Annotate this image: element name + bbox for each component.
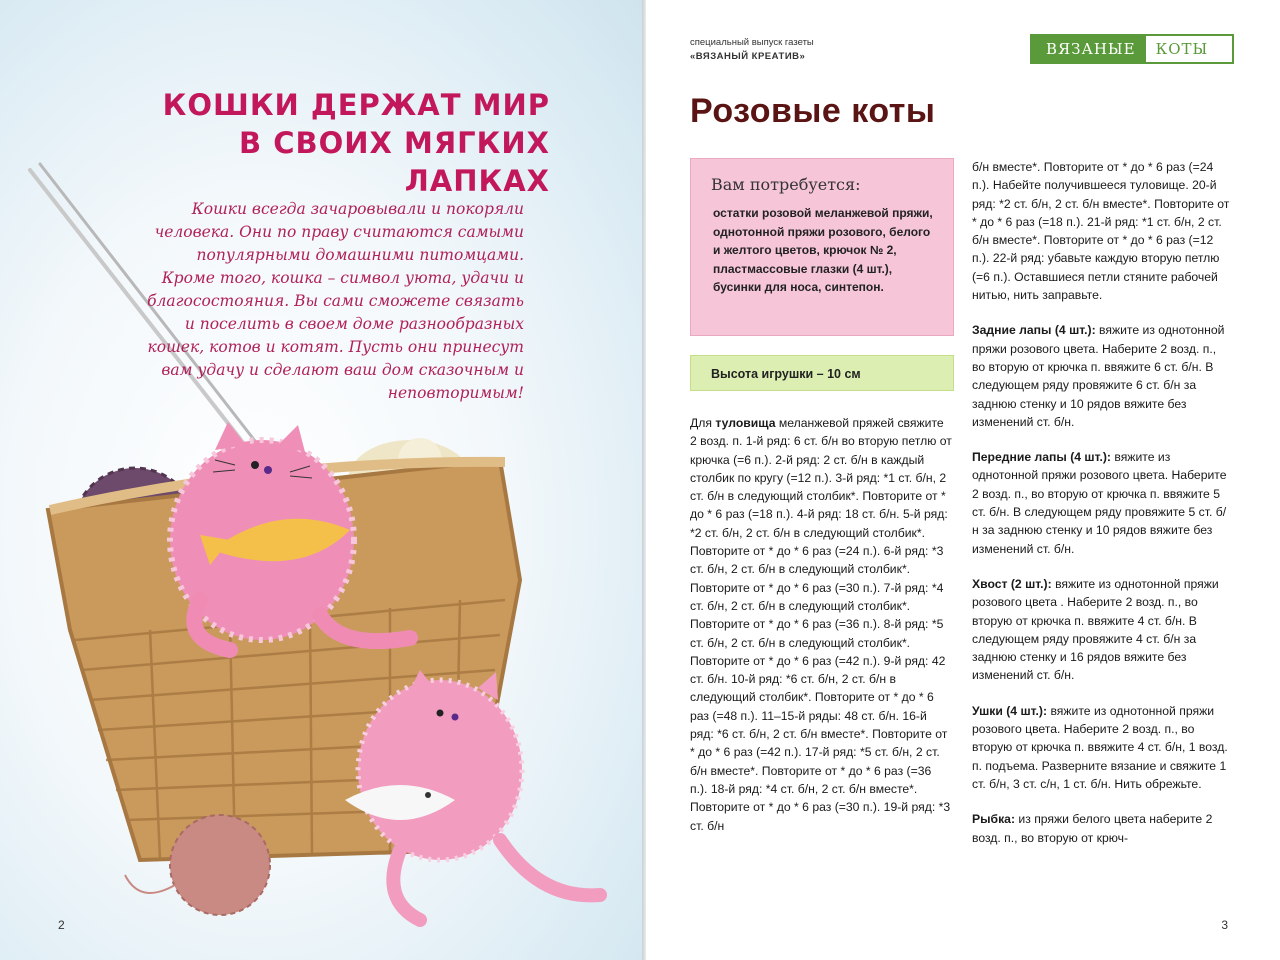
brand-word-1: ВЯЗАНЫЕ (1032, 36, 1146, 62)
headline-line-2: В СВОИХ МЯГКИХ ЛАПКАХ (239, 126, 550, 198)
section-fish (972, 810, 1230, 847)
section-label: Передние лапы (4 шт.): (972, 450, 1111, 465)
materials-heading: Вам потребуется: (711, 175, 861, 194)
right-page (646, 0, 1280, 960)
page-number-left: 2 (58, 918, 65, 932)
materials-text: остатки розовой меланжевой пряжи, однотонной пряжи розового, белого и желтого цветов, крючок № 2, пластмассовые глазки (4 шт.), бусинки для носа, синтепон. (713, 206, 933, 294)
section-label: Задние лапы (4 шт.): (972, 323, 1096, 338)
instructions-column-1 (690, 414, 952, 835)
materials-box (690, 158, 954, 336)
publisher-header (690, 36, 814, 64)
body-instructions: меланжевой пряжей свяжите 2 возд. п. 1-й ряд: 6 ст. б/н во вторую петлю от крючка (=6 п.). 2-й ряд: 2 ст. б/н в каждый столбик по кругу (=12 п.). 3-й ряд: *1 ст. б/н, 2 ст. б/н в следующий столбик*. Повторите от * до * 6 раз (=18 п.). 4-й ряд: 18 ст. б/н. 5-й ряд: *2 ст. б/н, 2 ст. б/н в следующий столбик*. Повторите от * до * 6 раз (=24 п.). 6-й ряд: *3 ст. б/н, 2 ст. б/н в следующий столбик*. Повторите от * до * 6 раз (=30 п.). 7-й ряд: *4 ст. б/н, 2 ст. б/н в следующий столбик*. Повторите от * до * 6 раз (=36 п.). 8-й ряд: *5 ст. б/н, 2 ст. б/н в следующий столбик*. Повторите от * до * 6 раз (=42 п.). 9-й ряд: 42 ст. б/н. 10-й ряд: *6 ст. б/н, 2 ст. б/н в следующий столбик*. Повторите от * до * 6 раз (=48 п.). 11–15-й ряды: 48 ст. б/н. 16-й ряд: *6 ст. б/н, 2 ст. б/н вместе*. Повторите от * до * 6 раз (=42 п.). 17-й ряд: *5 ст. б/н, 2 ст. б/н вместе*. Повторите от * до * 6 раз (=36 п.). 18-й ряд: *4 ст. б/н, 2 ст. б/н вместе*. Повторите от * до * 6 раз (=30 п.). 19-й ряд: *3 ст. б/н (690, 416, 952, 833)
publisher-line-1: специальный выпуск газеты (690, 37, 814, 48)
headline-line-1: КОШКИ ДЕРЖАТ МИР (162, 88, 550, 122)
instructions-column-2 (972, 158, 1230, 864)
section-text: из пряжи белого цвета наберите 2 возд. п., во вторую от крюч- (972, 812, 1213, 845)
body-prefix: Для (690, 416, 712, 430)
section-label: Хвост (2 шт.): (972, 576, 1052, 591)
headline (110, 86, 550, 200)
section-front-legs (972, 448, 1230, 558)
section-text: вяжите из однотонной пряжи розового цвета. Наберите 2 возд. п., во вторую от крючка п. ввяжите 4 ст. б/н, 1 возд. п. подъема. Разверните вязание и свяжите 1 ст. б/н, 3 ст. с/н, 1 ст. б/н. Нить обрежьте. (972, 703, 1228, 791)
intro-paragraph: Кошки всегда зачаровывали и покоряли человека. Они по праву считаются самыми популярными домашними питомцами. Кроме того, кошка – символ уюта, удачи и благосостояния. Вы сами сможете связать и поселить в своем доме разнообразных кошек, котов и котят. Пусть они принесут вам удачу и сделают ваш дом сказочным и неповторимым! (147, 200, 524, 402)
publisher-line-2: «ВЯЗАНЫЙ КРЕАТИВ» (690, 51, 806, 62)
section-tail (972, 575, 1230, 685)
section-hind-legs (972, 321, 1230, 431)
body-instructions-continued: б/н вместе*. Повторите от * до * 6 раз (=24 п.). Набейте получившееся туловище. 20-й ряд: *2 ст. б/н, 2 ст. б/н вместе*. Повторите от * до * 6 раз (=18 п.). 21-й ряд: *1 ст. б/н, 2 ст. б/н вместе*. Повторите от * до * 6 раз (=12 п.). 22-й ряд: убавьте каждую вторую петлю (=6 п.). Оставшиеся петли стяните рабочей нитью, нить заправьте. (972, 160, 1230, 303)
section-brand-badge (1030, 34, 1234, 64)
section-ears (972, 702, 1230, 793)
article-title: Розовые коты (690, 92, 936, 130)
section-label: Ушки (4 шт.): (972, 703, 1048, 718)
page-number-right: 3 (1221, 918, 1228, 932)
section-text: вяжите из однотонной пряжи розового цвета. Наберите 2 возд. п., во вторую от крючка п. ввяжите 5 ст. б/н. В следующем ряду провяжите 5 ст. б/н за заднюю стенку и 10 рядов вяжите без изменений ст. б/н. (972, 450, 1227, 556)
toy-height-box: Высота игрушки – 10 см (690, 355, 954, 391)
section-text: вяжите из однотонной пряжи розового цвета. Наберите 2 возд. п., во вторую от крючка п. ввяжите 6 ст. б/н. В следующем ряду провяжите 6 ст. б/н за заднюю стенку и 10 рядов вяжите без изменений ст. б/н. (972, 323, 1225, 429)
section-text: вяжите из однотонной пряжи розового цвета . Наберите 2 возд. п., во вторую от крючка п. ввяжите 4 ст. б/н. В следующем ряду провяжите 4 ст. б/н за заднюю стенку и 16 рядов вяжите без изменений ст. б/н. (972, 576, 1219, 683)
section-label: Рыбка: (972, 812, 1016, 827)
body-label: туловища (715, 416, 776, 430)
brand-word-2: КОТЫ (1155, 40, 1209, 58)
